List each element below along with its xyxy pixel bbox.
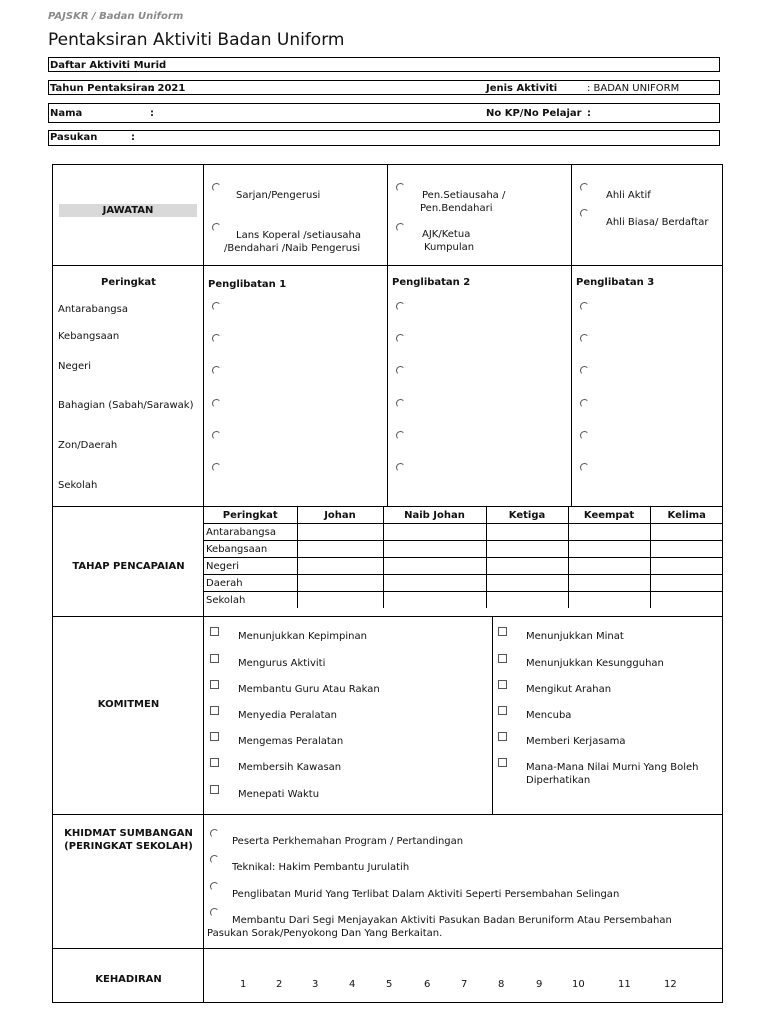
kehadiran-label-cell	[53, 949, 204, 1003]
table-row: Antarabangsa	[204, 524, 723, 541]
checkbox-icon	[498, 732, 507, 741]
tahap-header-ketiga: Ketiga	[486, 507, 568, 524]
penglibatan-2-radio-1[interactable]	[396, 302, 405, 311]
jawatan-col3	[572, 165, 723, 266]
kehadiran-number-4[interactable]: 4	[349, 979, 356, 990]
peringkat-row	[53, 266, 723, 507]
table-row: Negeri	[204, 558, 723, 575]
checkbox-icon	[498, 706, 507, 715]
level-kebangsaan: Kebangsaan	[58, 331, 120, 342]
radio-icon	[396, 223, 405, 232]
daftar-label: Daftar Aktiviti Murid	[50, 60, 167, 71]
penglibatan-3-label: Penglibatan 3	[576, 277, 655, 288]
radio-icon	[580, 209, 589, 218]
penglibatan-2-label: Penglibatan 2	[392, 277, 471, 288]
level-sekolah: Sekolah	[58, 480, 98, 491]
khidmat-option-1[interactable]: Peserta Perkhemahan Program / Pertandingan	[210, 825, 219, 838]
kehadiran-number-8[interactable]: 8	[498, 979, 505, 990]
penglibatan-2-radio-3[interactable]	[396, 366, 405, 375]
tahap-header-peringkat: Peringkat	[204, 507, 297, 524]
penglibatan-1-radio-4[interactable]	[212, 399, 221, 408]
tahun-row	[48, 80, 720, 95]
jawatan-option-6[interactable]: Ahli Biasa/ Berdaftar	[580, 205, 589, 218]
penglibatan-3-radio-4[interactable]	[580, 399, 589, 408]
khidmat-label-cell	[53, 815, 204, 949]
kehadiran-number-3[interactable]: 3	[312, 979, 319, 990]
radio-icon	[580, 183, 589, 192]
peringkat-levels-cell	[53, 266, 204, 507]
table-row: Kebangsaan	[204, 541, 723, 558]
checkbox-icon	[210, 706, 219, 715]
kehadiran-number-9[interactable]: 9	[536, 979, 543, 990]
khidmat-label-line2: (PERINGKAT SEKOLAH)	[64, 841, 193, 852]
jawatan-option-4[interactable]: AJK/Ketua Kumpulan	[396, 219, 405, 232]
jawatan-col1	[204, 165, 388, 266]
table-row: Sekolah	[204, 592, 723, 609]
radio-icon	[210, 855, 219, 864]
checkbox-icon	[210, 654, 219, 663]
jenis-label: Jenis Aktiviti	[486, 83, 558, 94]
penglibatan-3-radio-6[interactable]	[580, 463, 589, 472]
page-title: Pentaksiran Aktiviti Badan Uniform	[48, 30, 345, 50]
penglibatan-1-radio-6[interactable]	[212, 463, 221, 472]
checkbox-icon	[498, 680, 507, 689]
tahun-label: Tahun Pentaksiran	[50, 83, 155, 94]
penglibatan-1-radio-2[interactable]	[212, 334, 221, 343]
jawatan-label-cell	[53, 165, 204, 266]
kehadiran-label: KEHADIRAN	[95, 974, 162, 985]
kehadiran-number-6[interactable]: 6	[424, 979, 431, 990]
level-antarabangsa: Antarabangsa	[58, 304, 128, 315]
kehadiran-number-2[interactable]: 2	[276, 979, 283, 990]
level-negeri: Negeri	[58, 361, 92, 372]
penglibatan-2-radio-2[interactable]	[396, 334, 405, 343]
nama-label: Nama	[50, 108, 83, 119]
kehadiran-number-7[interactable]: 7	[461, 979, 468, 990]
pasukan-row	[48, 130, 720, 146]
penglibatan-1-radio-3[interactable]	[212, 366, 221, 375]
tahap-grid	[204, 507, 723, 608]
penglibatan-2-radio-6[interactable]	[396, 463, 405, 472]
checkbox-icon	[498, 627, 507, 636]
jenis-value: : BADAN UNIFORM	[587, 83, 680, 94]
table-row: Daerah	[204, 575, 723, 592]
tahap-header-naib-johan: Naib Johan	[383, 507, 486, 524]
checkbox-icon	[210, 785, 219, 794]
radio-icon	[210, 882, 219, 891]
penglibatan-2-cell	[388, 266, 572, 507]
radio-icon	[212, 183, 221, 192]
jawatan-option-1[interactable]: Sarjan/Pengerusi	[212, 179, 221, 192]
kehadiran-number-11[interactable]: 11	[618, 979, 631, 990]
tahun-value: : 2021	[150, 83, 186, 94]
kehadiran-number-1[interactable]: 1	[240, 979, 247, 990]
khidmat-label-line1: KHIDMAT SUMBANGAN	[64, 828, 193, 839]
jawatan-row	[53, 165, 723, 266]
radio-icon	[212, 223, 221, 232]
penglibatan-3-cell	[572, 266, 723, 507]
penglibatan-3-radio-1[interactable]	[580, 302, 589, 311]
penglibatan-2-radio-4[interactable]	[396, 399, 405, 408]
penglibatan-1-label: Penglibatan 1	[208, 279, 287, 290]
checkbox-icon	[210, 732, 219, 741]
nama-colon: :	[150, 108, 154, 119]
penglibatan-1-cell	[204, 266, 388, 507]
tahap-header-keempat: Keempat	[568, 507, 650, 524]
tahap-grid-cell	[204, 507, 723, 617]
checkbox-icon	[210, 680, 219, 689]
checkbox-icon	[498, 758, 507, 767]
jawatan-col2	[388, 165, 572, 266]
penglibatan-1-radio-1[interactable]	[212, 302, 221, 311]
tahap-header-kelima: Kelima	[650, 507, 723, 524]
komitmen-items-cell: Menunjukkan Kepimpinan Mengurus Aktiviti Membantu Guru Atau Rakan Menyedia Peralatan Mengemas Peralatan Membersih Kawasan Menepati Waktu Menunjukkan Minat Menunjukkan Kesungguhan Mengikut Arahan Mencuba Memberi Kerjasama Mana-Mana Nilai Murni Yang Boleh Diperhatikan	[204, 617, 723, 815]
khidmat-option-2[interactable]: Teknikal: Hakim Pembantu Jurulatih	[210, 851, 219, 864]
nokp-colon: :	[587, 108, 591, 119]
komitmen-label: KOMITMEN	[97, 699, 160, 710]
nama-row	[48, 103, 720, 123]
penglibatan-1-radio-5[interactable]	[212, 431, 221, 440]
checkbox-icon	[498, 654, 507, 663]
radio-icon	[210, 908, 219, 917]
tahap-row	[53, 507, 723, 617]
jawatan-option-2[interactable]: Lans Koperal /setiausaha /Bendahari /Naib Pengerusi	[212, 219, 221, 232]
pasukan-colon: :	[131, 132, 135, 143]
khidmat-option-3[interactable]: Penglibatan Murid Yang Terlibat Dalam Aktiviti Seperti Persembahan Selingan	[210, 878, 219, 891]
penglibatan-3-radio-5[interactable]	[580, 431, 589, 440]
radio-icon	[210, 829, 219, 838]
jawatan-option-3[interactable]: Pen.Setiausaha / Pen.Bendahari	[396, 179, 405, 192]
document-series: PAJSKR / Badan Uniform	[48, 11, 184, 22]
level-zon-daerah: Zon/Daerah	[58, 440, 118, 451]
kehadiran-number-12[interactable]: 12	[664, 979, 677, 990]
checkbox-icon	[210, 758, 219, 767]
checkbox-icon	[210, 627, 219, 636]
pasukan-label: Pasukan	[50, 132, 98, 143]
kehadiran-number-5[interactable]: 5	[386, 979, 393, 990]
penglibatan-2-radio-5[interactable]	[396, 431, 405, 440]
daftar-box	[48, 57, 720, 72]
komitmen-divider	[492, 617, 493, 814]
level-bahagian: Bahagian (Sabah/Sarawak)	[58, 400, 194, 411]
tahap-label: TAHAP PENCAPAIAN	[72, 561, 185, 572]
komitmen-row	[53, 617, 723, 815]
kehadiran-row	[53, 949, 723, 1003]
tahap-label-cell	[53, 507, 204, 617]
tahap-header-row	[204, 507, 723, 524]
khidmat-items-cell	[204, 815, 723, 949]
assessment-table	[52, 164, 723, 1003]
jawatan-label: JAWATAN	[59, 204, 197, 217]
penglibatan-3-radio-2[interactable]	[580, 334, 589, 343]
radio-icon	[396, 183, 405, 192]
tahap-header-johan: Johan	[297, 507, 383, 524]
peringkat-label: Peringkat	[101, 277, 156, 288]
kehadiran-number-10[interactable]: 10	[572, 979, 585, 990]
khidmat-row	[53, 815, 723, 949]
komitmen-label-cell	[53, 617, 204, 815]
khidmat-label	[53, 827, 204, 853]
penglibatan-3-radio-3[interactable]	[580, 366, 589, 375]
khidmat-option-4[interactable]: Membantu Dari Segi Menjayakan Aktiviti Pasukan Badan Beruniform Atau Persembahan Pasukan Sorak/Penyokong Dan Yang Berkaitan.	[210, 904, 219, 917]
nokp-label: No KP/No Pelajar	[486, 108, 582, 119]
jawatan-option-5[interactable]: Ahli Aktif	[580, 179, 589, 192]
kehadiran-numbers-cell	[204, 949, 723, 1003]
